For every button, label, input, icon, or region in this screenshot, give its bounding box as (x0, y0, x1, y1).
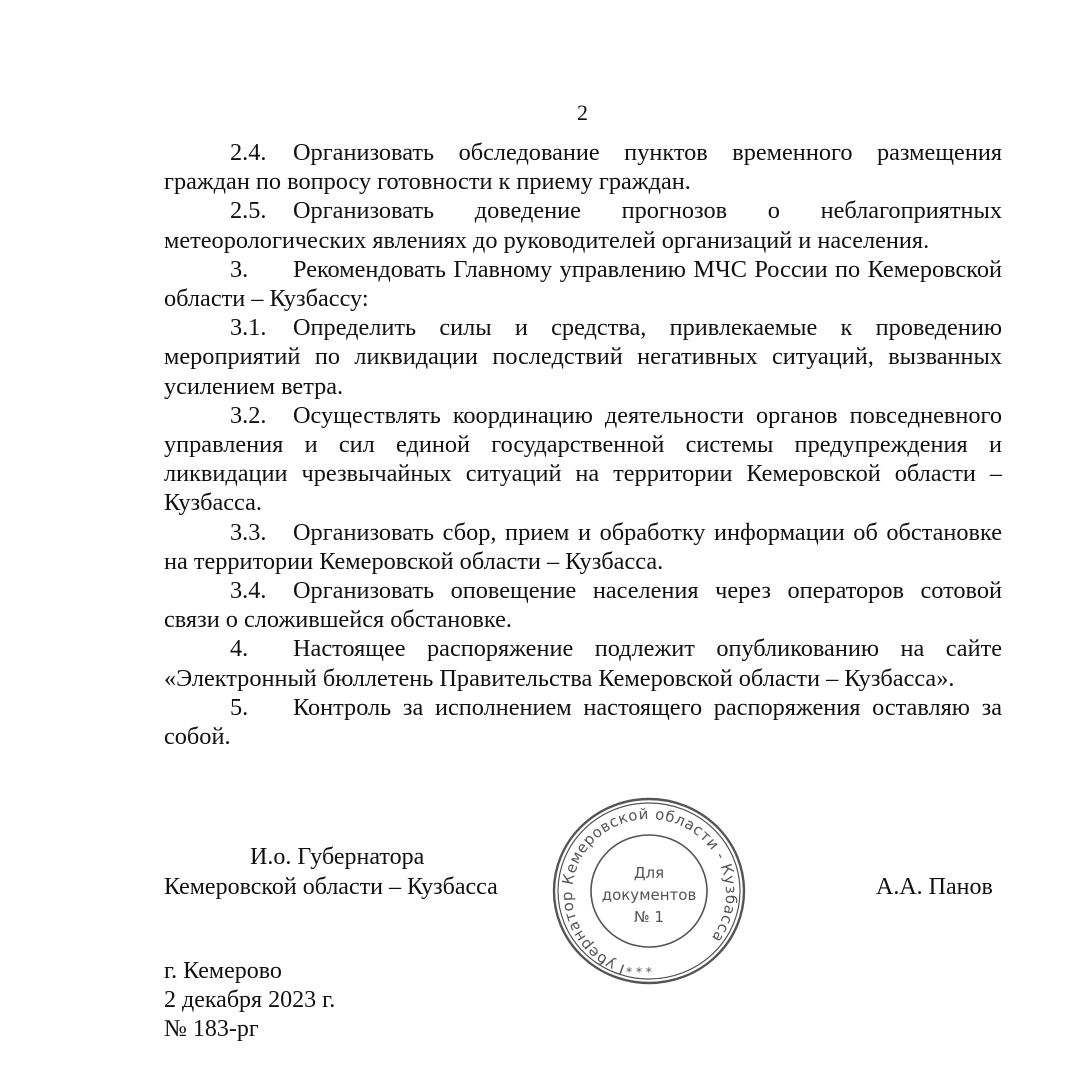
paragraph-number: 3.3. (230, 518, 267, 546)
paragraph-3-1 (164, 313, 1009, 401)
paragraph-3-2 (164, 401, 1009, 518)
paragraph-number: 3.4. (230, 577, 267, 605)
paragraph-text: 3. Рекомендовать Главному управлению МЧС России по Кемеровской области – Кузбассу: (164, 255, 1009, 313)
paragraph-number: 4. (230, 635, 249, 663)
issue-date: 2 декабря 2023 г. (164, 987, 336, 1013)
paragraph-2-4 (164, 138, 1009, 196)
signatory-position (164, 842, 498, 902)
paragraph-3-4 (164, 576, 1009, 634)
paragraph-4 (164, 634, 1009, 692)
paragraph-text: 2.5. Организовать доведение прогнозов о неблагоприятных метеорологических явлениях до руководителей организаций и населения. (164, 197, 1009, 254)
paragraph-3-3 (164, 518, 1009, 576)
seal-center-line3: № 1 (634, 908, 664, 926)
paragraph-5 (164, 693, 1009, 751)
paragraph-text: 4. Настоящее распоряжение подлежит опубликованию на сайте «Электронный бюллетень Правительства Кемеровской области – Кузбасса». (164, 635, 1009, 692)
paragraph-number: 2.5. (230, 197, 267, 225)
document-body (164, 138, 1009, 751)
document-footer (164, 957, 335, 1044)
paragraph-text: 3.1. Определить силы и средства, привлекаемые к проведению мероприятий по ликвидации последствий негативных ситуаций, вызванных усилением ветра. (164, 314, 1009, 400)
signatory-name: А.А. Панов (876, 874, 993, 900)
issue-city: г. Кемерово (164, 958, 282, 984)
seal-stars: * * * (626, 965, 652, 979)
paragraph-number: 3.2. (230, 401, 267, 429)
paragraph-number: 2.4. (230, 139, 267, 166)
paragraph-number: 5. (230, 693, 249, 721)
paragraph-text: 2.4. Организовать обследование пунктов временного размещения граждан по вопросу готовности к приему граждан. (164, 139, 1009, 196)
document-number: № 183-рг (164, 1016, 259, 1042)
paragraph-number: 3.1. (230, 314, 267, 342)
paragraph-number: 3. (230, 255, 249, 283)
seal-ring-text: Губернатор Кемеровской области - Кузбасса (557, 804, 741, 979)
seal-center-line1: Для (633, 864, 665, 882)
paragraph-2-5 (164, 196, 1009, 254)
seal-center-line2: документов (601, 886, 697, 904)
paragraph-text: 3.4. Организовать оповещение населения через операторов сотовой связи о сложившейся обстановке. (164, 577, 1009, 634)
page-number: 2 (577, 100, 588, 125)
signatory-region: Кемеровской области – Кузбасса (164, 874, 498, 900)
paragraph-text: 3.2. Осуществлять координацию деятельности органов повседневного управления и сил единой государственной системы предупреждения и ликвидации чрезвычайных ситуаций на территории Кемеровской области – Кузбасса. (164, 401, 1009, 517)
official-seal (549, 796, 749, 986)
signatory-title: И.о. Губернатора (250, 844, 425, 870)
paragraph-3 (164, 255, 1009, 313)
paragraph-text: 5. Контроль за исполнением настоящего распоряжения оставляю за собой. (164, 693, 1009, 751)
paragraph-text: 3.3. Организовать сбор, прием и обработку информации об обстановке на территории Кемеровской области – Кузбасса. (164, 518, 1009, 575)
